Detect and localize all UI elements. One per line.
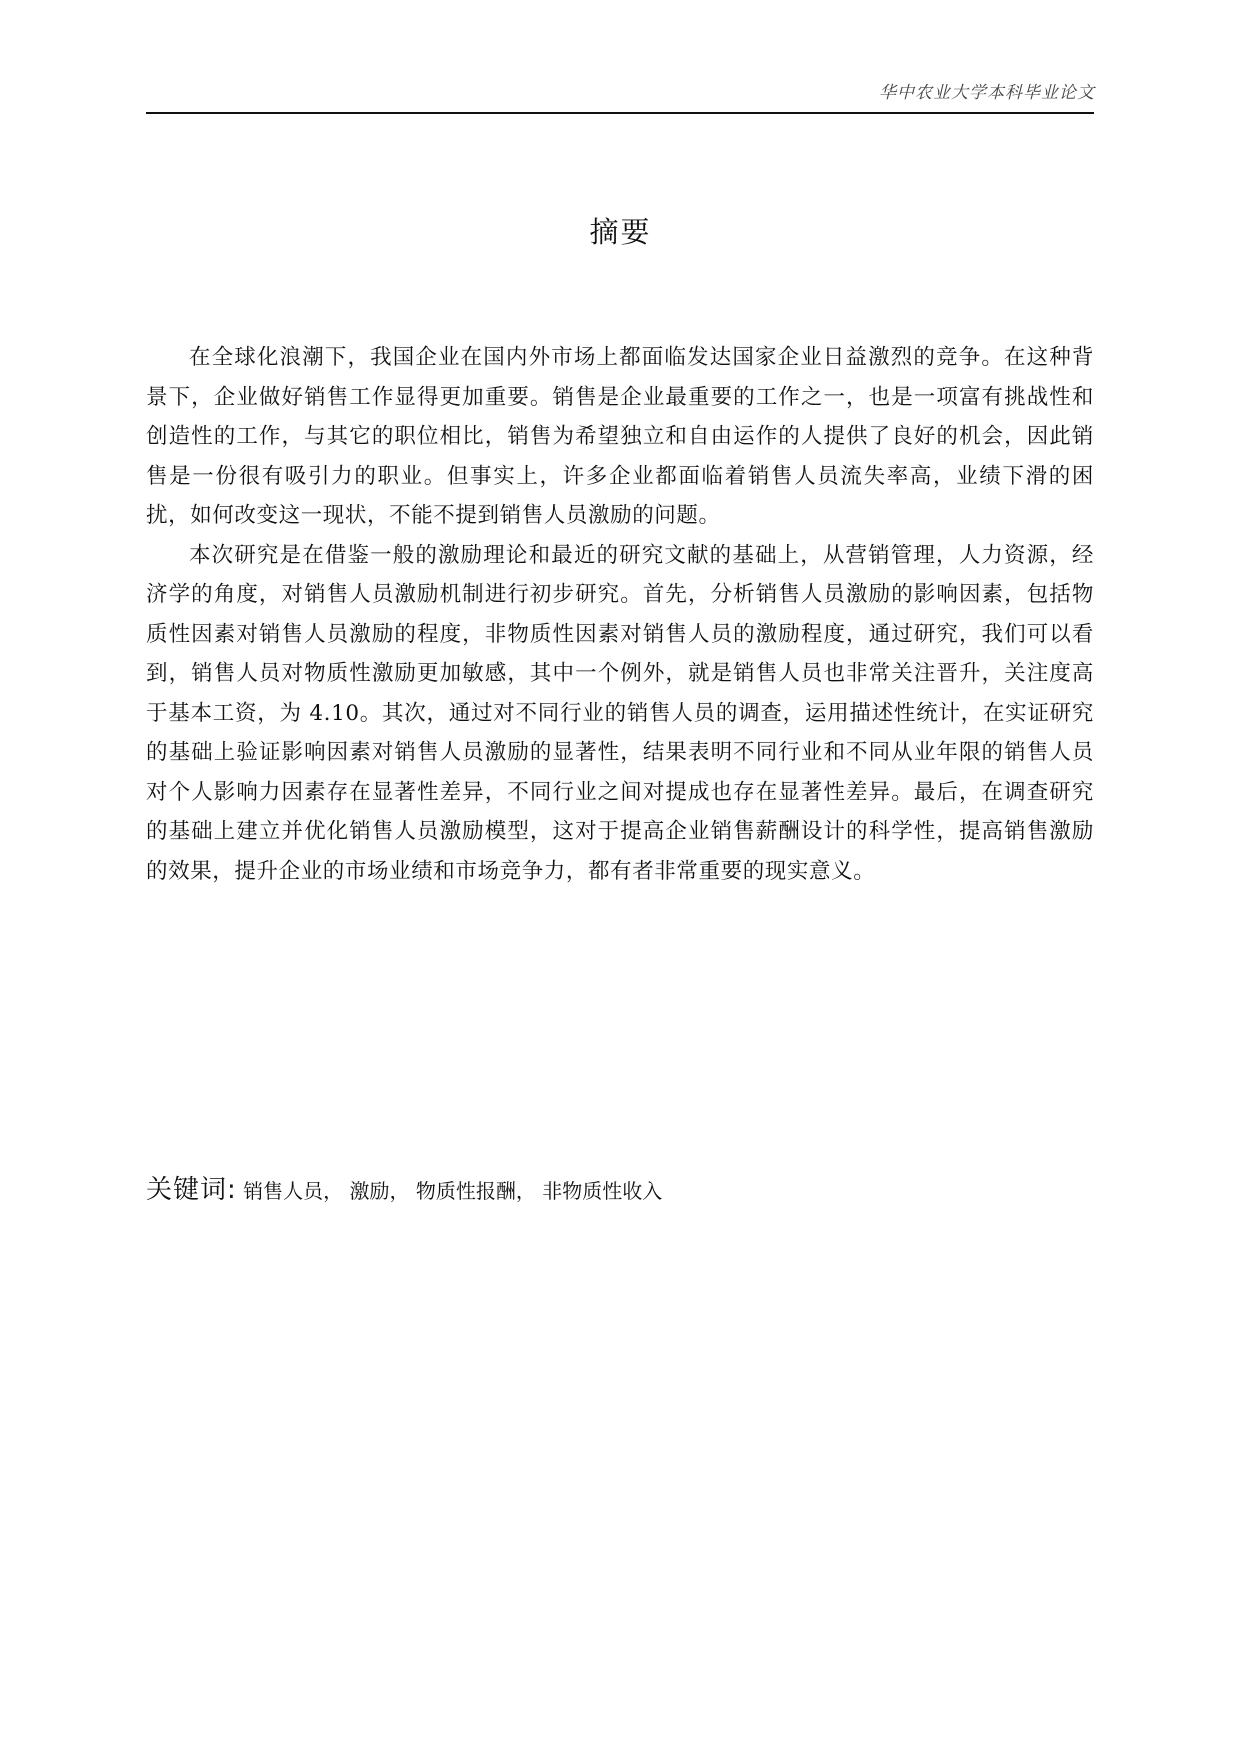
running-header: 华中农业大学本科毕业论文 — [879, 83, 1095, 103]
abstract-title: 摘要 — [589, 215, 652, 249]
keywords-line — [146, 1172, 1094, 1209]
keywords-label: 关键词: — [146, 1175, 237, 1205]
header-rule — [146, 112, 1094, 114]
abstract-paragraph: 在全球化浪潮下，我国企业在国内外市场上都面临发达国家企业日益激烈的竞争。在这种背景下，企业做好销售工作显得更加重要。销售是企业最重要的工作之一，也是一项富有挑战性和创造性的工作，与其它的职位相比，销售为希望独立和自由运作的人提供了良好的机会，因此销售是一份很有吸引力的职业。但事实上，许多企业都面临着销售人员流失率高，业绩下滑的困扰，如何改变这一现状，不能不提到销售人员激励的问题。 — [146, 345, 1094, 528]
keywords-text: 销售人员， 激励， 物质性报酬， 非物质性收入 — [243, 1179, 663, 1203]
abstract-paragraph: 本次研究是在借鉴一般的激励理论和最近的研究文献的基础上，从营销管理，人力资源，经济学的角度，对销售人员激励机制进行初步研究。首先，分析销售人员激励的影响因素，包括物质性因素对销售人员激励的程度，非物质性因素对销售人员的激励程度，通过研究，我们可以看到，销售人员对物质性激励更加敏感，其中一个例外，就是销售人员也非常关注晋升，关注度高于基本工资，为 4.10。其次，通过对不同行业的销售人员的调查，运用描述性统计，在实证研究的基础上验证影响因素对销售人员激励的显著性，结果表明不同行业和不同从业年限的销售人员对个人影响力因素存在显著性差异，不同行业之间对提成也存在显著性差异。最后，在调查研究的基础上建立并优化销售人员激励模型，这对于提高企业销售薪酬设计的科学性，提高销售激励的效果，提升企业的市场业绩和市场竞争力，都有者非常重要的现实意义。 — [146, 542, 1094, 884]
abstract-body — [146, 338, 1094, 891]
